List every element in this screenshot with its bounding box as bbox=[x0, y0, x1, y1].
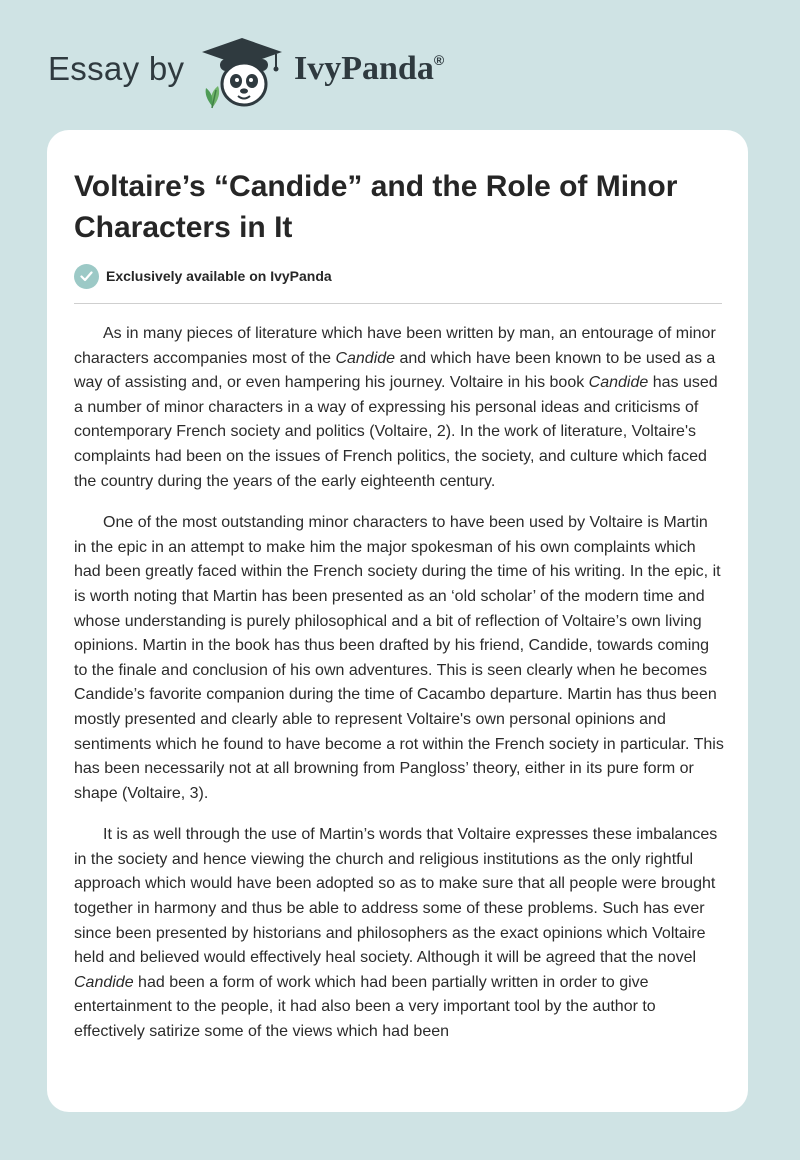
brand-text: IvyPanda bbox=[294, 50, 434, 87]
badge-label: Exclusively available on IvyPanda bbox=[106, 268, 332, 284]
book-title: Candide bbox=[74, 973, 134, 991]
essay-card bbox=[47, 130, 748, 1112]
registered-mark: ® bbox=[433, 52, 445, 68]
checkmark-circle-icon bbox=[74, 264, 99, 289]
text-run: and which have been known to be used as a way of assisting and, or even hampering his journey. Voltaire in his book bbox=[74, 349, 716, 392]
panda-graduation-cap-icon[interactable] bbox=[200, 34, 284, 110]
site-header bbox=[0, 0, 800, 130]
essay-body bbox=[74, 322, 724, 1045]
book-title: Candide bbox=[335, 349, 396, 367]
essay-title: Voltaire’s “Candide” and the Role of Minor Characters in It bbox=[74, 170, 678, 244]
paragraph bbox=[74, 823, 724, 1044]
text-run: has used a number of minor characters in a way of expressing his personal ideas and criticisms of contemporary French society and politics (Voltaire, 2). In the work of literature, Voltaire's complaints had been on the issues of French politics, the society, and culture which faced the country during the years of the early eighteenth century. bbox=[74, 374, 718, 490]
divider bbox=[74, 303, 722, 304]
exclusive-badge bbox=[74, 263, 332, 289]
brand-name[interactable] bbox=[294, 50, 444, 88]
book-title: Candide bbox=[588, 374, 649, 392]
paragraph bbox=[74, 322, 724, 494]
text-run: It is as well through the use of Martin’s words that Voltaire expresses these imbalances in the society and hence viewing the church and religious institutions as the only rightful approach which would have been adopted so as to make sure that all people were brought together in harmony and thus be able to address some of these problems. Such has ever since been presented by historians and philosophers as the exact opinions which Voltaire held and believed would effectively heal society. Although it will be agreed that the novel bbox=[74, 826, 718, 967]
essay-by-label: Essay by bbox=[48, 50, 185, 87]
text-run: As in many pieces of literature which have been written by man, an entourage of minor characters accompanies most of the bbox=[74, 325, 716, 367]
paragraph: One of the most outstanding minor characters to have been used by Voltaire is Martin in the epic in an attempt to make him the major spokesman of his own complaints which had been greatly faced within the French society during the time of his writing. In the epic, it is worth noting that Martin has been presented as an ‘old scholar’ of the modern time and whose understanding is purely philosophical and a bit of reflection of Voltaire’s own living opinions. Martin in the book has thus been drafted by his friend, Candide, towards coming to the finale and conclusion of his own adventures. This is seen clearly when he becomes Candide’s favorite companion during the time of Cacambo departure. Martin has thus been mostly presented and clearly able to represent Voltaire's own personal opinions and sentiments which he found to have become a rot within the French society in particular. This has been necessarily not at all browning from Pangloss’ theory, either in its pure form or shape (Voltaire, 3). bbox=[74, 514, 724, 802]
text-run: had been a form of work which had been partially written in order to give entertainment to the people, it had also been a very important tool by the author to effectively satirize some of the views which had been bbox=[74, 973, 656, 1041]
